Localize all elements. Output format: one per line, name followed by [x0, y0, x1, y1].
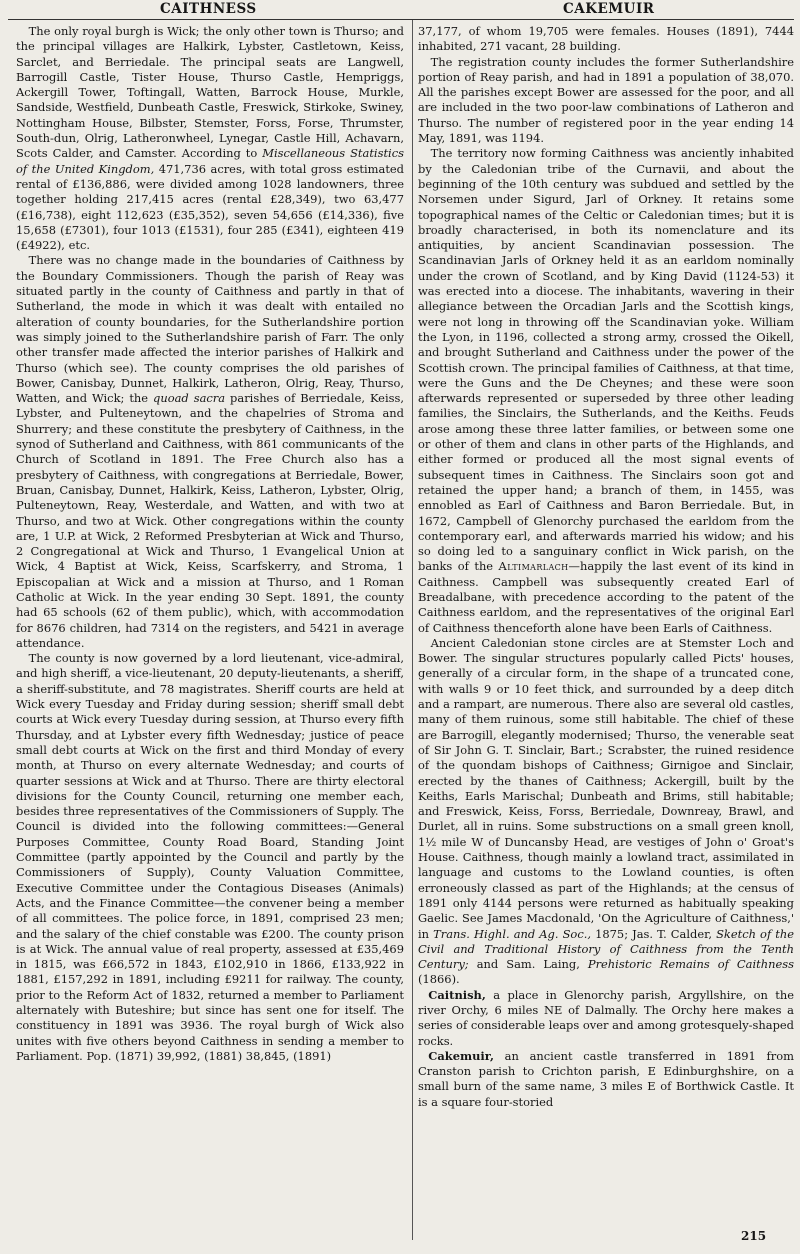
entry-cakemuir: Cakemuir, an ancient castle transferred in 1891 from Cranston parish to Crichton parish, E Edinburghshire, on a small burn of the same name, 3 miles E of Borthwick Castle. It is a square four-storied — [418, 1048, 794, 1109]
paragraph-population: 37,177, of whom 19,705 were females. Houses (1891), 7444 inhabited, 271 vacant, 28 building. — [418, 24, 794, 54]
header-rule — [8, 19, 794, 20]
paragraph-boundaries-churches: There was no change made in the boundaries of Caithness by the Boundary Commissioners. Though the parish of Reay was situated partly in the county of Caithness and partly in that of Sutherland, the mode in which it was dealt with entailed no alteration of county boundaries, for the Sutherlandshire portion was simply joined to the Sutherlandshire parish of Farr. The only other transfer made affected the interior parishes of Halkirk and Thurso (which see). The county comprises the old parishes of Bower, Canisbay, Dunnet, Halkirk, Latheron, Olrig, Reay, Thurso, Watten, and Wick; the quoad sacra parishes of Berriedale, Keiss, Lybster, and Pulteneytown, and the chapelries of Stroma and Shurrery; and these constitute the presbytery of Caithness, in the synod of Sutherland and Caithness, with 861 communicants of the Church of Scotland in 1891. The Free Church also has a presbytery of Caithness, with congregations at Berriedale, Bower, Bruan, Canisbay, Dunnet, Halkirk, Keiss, Latheron, Lybster, Olrig, Pulteneytown, Reay, Westerdale, and Watten, and with two at Thurso, and two at Wick. Other congregations within the county are, 1 U.P. at Wick, 2 Reformed Presbyterian at Wick and Thurso, 2 Congregational at Wick and Thurso, 1 Evangelical Union at Wick, 4 Baptist at Wick, Keiss, Scarfskerry, and Stroma, 1 Episcopalian at Wick and a mission at Thurso, and 1 Roman Catholic at Wick. In the year ending 30 Sept. 1891, the county had 65 schools (62 of them public), which, with accommodation for 8676 children, had 7314 on the registers, and 5421 in average attendance. — [16, 253, 404, 650]
header-left: CAITHNESS — [160, 1, 257, 17]
left-column — [16, 24, 404, 1252]
paragraph-government: The county is now governed by a lord lieutenant, vice-admiral, and high sheriff, a vice-lieutenant, 20 deputy-lieutenants, a sheriff, a sheriff-substitute, and 78 magistrates. Sheriff courts are held at Wick every Tuesday and Friday during session; sheriff small debt courts at Wick every Tuesday during session, at Thurso every fifth Thursday, and at Lybster every fifth Wednesday; justice of peace small debt courts at Wick on the first and third Monday of every month, at Thurso on every alternate Wednesday; and courts of quarter sessions at Wick and at Thurso. There are thirty electoral divisions for the County Council, returning one member each, besides three representatives of the Commissioners of Supply. The Council is divided into the following committees:—General Purposes Committee, County Road Board, Standing Joint Committee (partly appointed by the Council and partly by the Commissioners of Supply), County Valuation Committee, Executive Committee under the Contagious Diseases (Animals) Acts, and the Finance Committee—the convener being a member of all committees. The police force, in 1891, comprised 23 men; and the salary of the chief constable was £200. The county prison is at Wick. The annual value of real property, assessed at £35,469 in 1815, was £66,572 in 1843, £102,910 in 1866, £133,922 in 1881, £157,292 in 1891, including £9211 for railway. The county, prior to the Reform Act of 1832, returned a member to Parliament alternately with Buteshire; but since has sent one for itself. The constituency in 1891 was 3936. The royal burgh of Wick also unites with five others beyond Caithness in sending a member to Parliament. Pop. (1871) 39,992, (1881) 38,845, (1891) — [16, 651, 404, 1063]
paragraph-registration: The registration county includes the former Sutherlandshire portion of Reay parish, and had in 1891 a population of 38,070. All the parishes except Bower are assessed for the poor, and all are included in the two poor-law combinations of Latheron and Thurso. The number of registered poor in the year ending 14 May, 1891, was 1194. — [418, 54, 794, 146]
paragraph-antiquities: Ancient Caledonian stone circles are at Stemster Loch and Bower. The singular structures popularly called Picts' houses, generally of a circular form, in the shape of a truncated cone, with walls 9 or 10 feet thick, and surrounded by a deep ditch and a rampart, are numerous. There also are several old castles, many of them ruinous, some still habitable. The chief of these are Barrogill, elegantly modernised; Thurso, the venerable seat of Sir John G. T. Sinclair, Bart.; Scrabster, the ruined residence of the quondam bishops of Caithness; Girnigoe and Sinclair, erected by the thanes of Caithness; Ackergill, built by the Keiths, Earls Marischal; Dunbeath and Brims, still habitable; and Freswick, Keiss, Forss, Berriedale, Downreay, Brawl, and Durlet, all in ruins. Some substructions on a small green knoll, 1½ mile W of Duncansby Head, are vestiges of John o' Groat's House. Caithness, though mainly a lowland tract, assimilated in language and customs to the Lowland counties, is often erroneously classed as part of the Highlands; at the census of 1891 only 4144 persons were returned as habitually speaking Gaelic. See James Macdonald, 'On the Agriculture of Caithness,' in Trans. Highl. and Ag. Soc., 1875; Jas. T. Calder, Sketch of the Civil and Traditional History of Caithness from the Tenth Century; and Sam. Laing, Prehistoric Remains of Caithness (1866). — [418, 635, 794, 987]
column-divider — [412, 20, 413, 1240]
entry-caitnish: Caitnish, a place in Glenorchy parish, Argyllshire, on the river Orchy, 6 miles NE of Dalmally. The Orchy here makes a series of considerable leaps over and among grotesquely-shaped rocks. — [418, 987, 794, 1048]
paragraph-landowners: The only royal burgh is Wick; the only other town is Thurso; and the principal villages are Halkirk, Lybster, Castletown, Keiss, Sarclet, and Berriedale. The principal seats are Langwell, Barrogill Castle, Tister House, Thurso Castle, Hempriggs, Ackergill Tower, Toftingall, Watten, Barrock House, Murkle, Sandside, Westfield, Dunbeath Castle, Freswick, Stirkoke, Swiney, Nottingham House, Bilbster, Stemster, Forss, Forse, Thrumster, South-dun, Olrig, Latheronwheel, Lynegar, Castle Hill, Achavarn, Scots Calder, and Camster. According to Miscellaneous Statistics of the United Kingdom, 471,736 acres, with total gross estimated rental of £136,886, were divided among 1028 landowners, three together holding 217,415 acres (rental £28,349), two 63,477 (£16,738), eight 112,623 (£35,352), seven 54,656 (£14,336), five 15,658 (£7301), four 1013 (£1531), four 285 (£341), eighteen 419 (£4922), etc. — [16, 24, 404, 253]
paragraph-history: The territory now forming Caithness was anciently inhabited by the Caledonian tribe of the Curnavii, and about the beginning of the 10th century was subdued and settled by the Norsemen under Sigurd, Jarl of Orkney. It retains some topographical names of the Celtic or Caledonian times; but it is broadly characterised, in both its nomenclature and its antiquities, by ancient Scandinavian possession. The Scandinavian Jarls of Orkney held it as an earldom nominally under the crown of Scotland, and by King David (1124-53) it was erected into a diocese. The inhabitants, wavering in their allegiance between the Orcadian Jarls and the Scottish kings, were not long in throwing off the Scandinavian yoke. William the Lyon, in 1196, collected a strong army, crossed the Oikell, and brought Sutherland and Caithness under the power of the Scottish crown. The principal families of Caithness, at that time, were the Guns and the De Cheynes; and these were soon afterwards represented or superseded by three other leading families, the Sinclairs, the Sutherlands, and the Keiths. Feuds arose among these three latter families, or between some one or other of them and clans in other parts of the Highlands, and either formed or produced all the most signal events of subsequent times in Caithness. The Sinclairs soon got and retained the upper hand; a branch of them, in 1455, was ennobled as Earl of Caithness and Baron Berriedale. But, in 1672, Campbell of Glenorchy purchased the earldom from the contemporary earl, and afterwards married his widow; and his so doing led to a sanguinary conflict in Wick parish, on the banks of the Altimarlach—happily the last event of its kind in Caithness. Campbell was subsequently created Earl of Breadalbane, with precedence according to the patent of the Caithness earldom, and the representatives of the original Earl of Caithness thenceforth alone have been Earls of Caithness. — [418, 146, 794, 635]
page-number: 215 — [741, 1229, 767, 1243]
header-right: CAKEMUIR — [563, 1, 655, 17]
right-column — [418, 24, 794, 1224]
running-header — [0, 0, 800, 20]
